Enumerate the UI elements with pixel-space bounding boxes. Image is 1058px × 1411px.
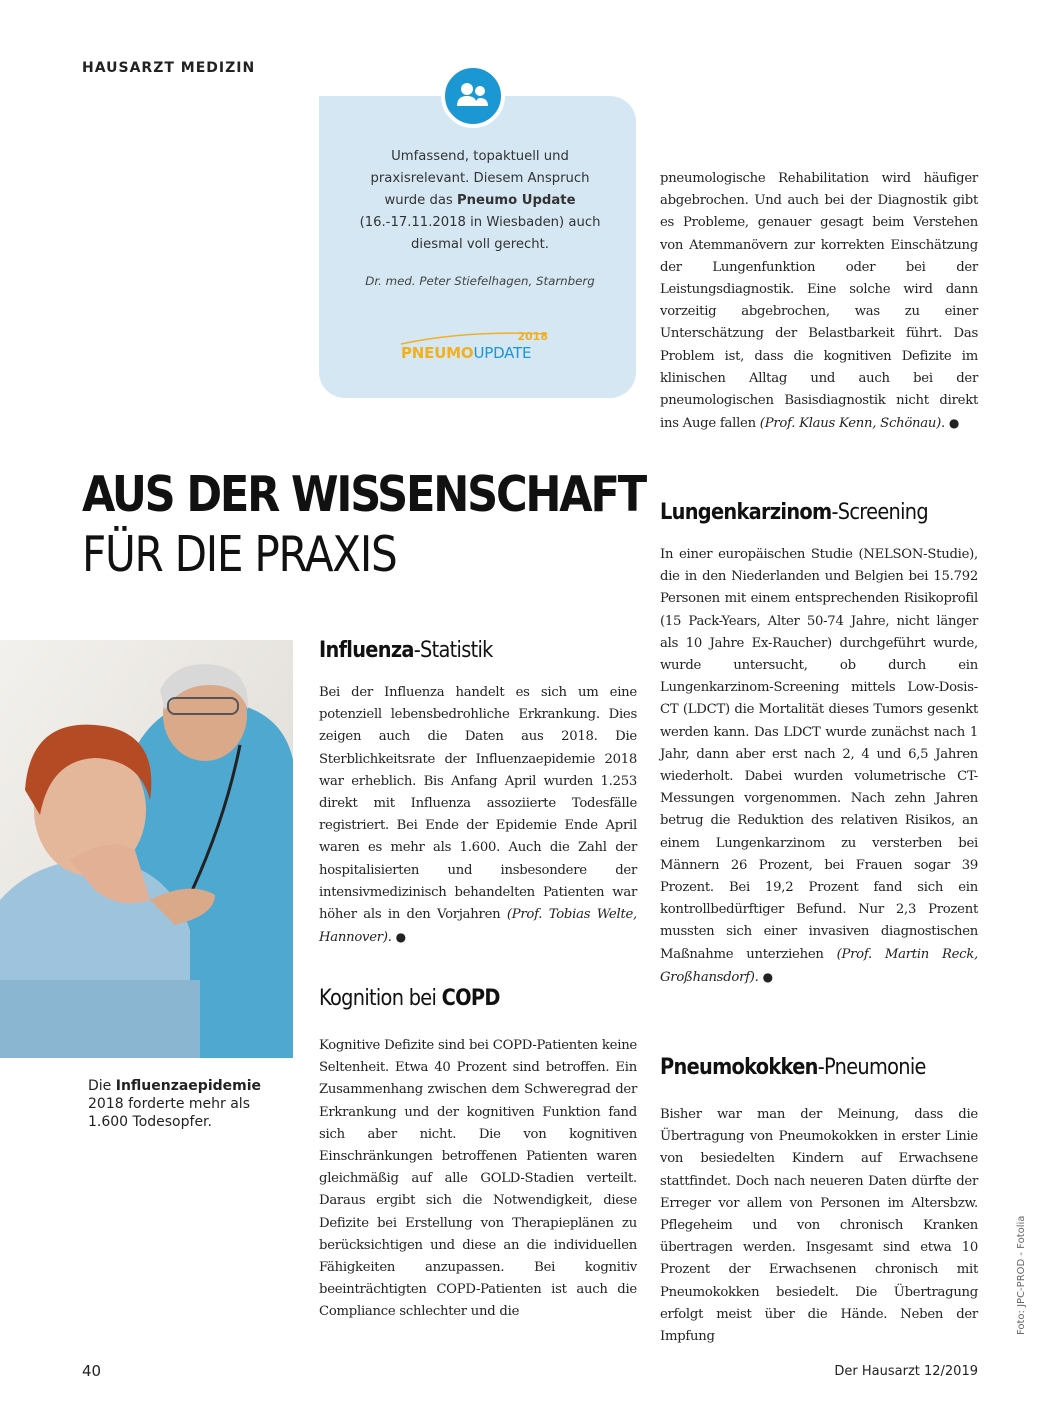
pneumokokken-heading: Pneumokokken-Pneumonie — [660, 1055, 926, 1080]
copd-body: Kognitive Defizite sind bei COPD-Patienten keine Seltenheit. Etwa 40 Prozent sind betroffen. Ein Zusammenhang zwischen dem Schweregrad der Erkrankung und der kognitiven Funktion fand sich aber nicht. Die von kognitiven Einschränkungen betroffenen Patienten waren gleichmäßig auf alle GOLD-Stadien verteilt. Daraus ergibt sich die Notwendigkeit, diese Defizite bei Erstellung von Therapieplänen zu berücksichtigen und diese an die individuellen Fähigkeiten anzupassen. Bei kognitiv beeinträchtigten COPD-Patienten ist auch die Compliance schlechter und die — [319, 1038, 637, 1320]
teaser-text: Umfassend, topaktuell und praxisrelevant. Diesem Anspruch wurde das Pneumo Update (16.-17.11.2018 in Wiesbaden) auch diesmal voll gerecht. — [359, 149, 601, 252]
logo-year: 2018 — [517, 330, 548, 343]
pneumokokken-body: Bisher war man der Meinung, dass die Übertragung von Pneumokokken in erster Linie von besiedelten Kindern auf Erwachsene stattfindet. Doch nach neueren Daten dürfte der Erreger vor allem von Personen im Altersbzw. Pflegeheim und von chronisch Kranken übertragen werden. Insgesamt sind etwa 10 Prozent der Erwachsenen chronisch mit Pneumokokken besiedelt. Die Übertragung erfolgt meist über die Hände. Neben der Impfung — [660, 1107, 978, 1345]
photo-credit: Foto: JPC-PROD - Fotolia — [1016, 1215, 1027, 1335]
copd-heading: Kognition bei COPD — [319, 986, 500, 1011]
teaser-author: Dr. med. Peter Stiefelhagen, Starnberg — [365, 274, 595, 288]
photo-caption: Die Influenzaepidemie 2018 forderte mehr als 1.600 Todesopfer. — [88, 1078, 262, 1130]
influenza-body: Bei der Influenza handelt es sich um eine potenziell lebensbedrohliche Erkrankung. Dies zeigen auch die Daten aus 2018. Die Sterblichkeitsrate der Influenzaepidemie 2018 war erheblich. Bis Anfang April wurden 1.253 direkt mit Influenza assoziierte Todesfälle registriert. Bei Ende der Epidemie Ende April waren es mehr als 1.600. Auch die Zahl der hospitalisierten und insbesondere der intensivmedizinisch behandelten Patienten war höher als in den Vorjahren (Prof. Tobias Welte, Hannover). ● — [319, 685, 637, 946]
logo-text-pneumo: PNEUMO — [401, 344, 474, 362]
doctor-patient-photo — [0, 640, 293, 1058]
headline-line-1: AUS DER WISSENSCHAFT — [82, 466, 645, 523]
lungenkarzinom-body: In einer europäischen Studie (NELSON-Studie), die in den Niederlanden und Belgien bei 15.792 Personen mit einem entsprechenden Risikoprofil (15 Pack-Years, Alter 50-74 Jahre, nicht länger als 10 Jahre Ex-Raucher) durchgeführt wurde, wurde untersucht, ob durch ein Lungenkarzinom-Screening mittels Low-Dosis-CT (LDCT) die Mortalität dieses Tumors gesenkt werden kann. Das LDCT wurde zunächst nach 1 Jahr, dann aber erst nach 2, 4 und 6,5 Jahren wiederholt. Dabei wurden volumetrische CT-Messungen vorgenommen. Nach zehn Jahren betrug die Reduktion des relativen Risikos, an einem Lungenkarzinom zu versterben bei Männern 26 Prozent, bei Frauen sogar 39 Prozent. Bei 19,2 Prozent fand sich ein kontrollbedürftiger Befund. Nur 2,3 Prozent mussten sich einer invasiven diagnostischen Maßnahme unterziehen (Prof. Martin Reck, Großhansdorf). ● — [660, 547, 979, 985]
people-group-icon — [441, 64, 505, 128]
lungenkarzinom-heading: Lungenkarzinom-Screening — [660, 500, 928, 525]
copd-body-continued: pneumologische Rehabilitation wird häufiger abgebrochen. Und auch bei der Diagnostik gibt es Probleme, genauer gesagt beim Verstehen von Atemmanövern zur korrekten Einschätzung der Lungenfunktion oder bei der Leistungsdiagnostik. Eine solche wird dann vorzeitig abgebrochen, was zu einer Unterschätzung der Belastbarkeit führt. Das Problem ist, dass die kognitiven Defizite im klinischen Alltag und auch bei der pneumologischen Basisdiagnostik nicht direkt ins Auge fallen (Prof. Klaus Kenn, Schönau). ● — [660, 171, 978, 432]
headline-line-2: FÜR DIE PRAXIS — [82, 526, 397, 583]
section-label: HAUSARZT MEDIZIN — [82, 60, 256, 76]
page-number: 40 — [82, 1362, 102, 1380]
pneumo-update-logo — [396, 328, 556, 368]
logo-text-update: UPDATE — [473, 344, 532, 362]
influenza-heading: Influenza-Statistik — [319, 638, 493, 663]
issue-label: Der Hausarzt 12/2019 — [834, 1364, 978, 1379]
